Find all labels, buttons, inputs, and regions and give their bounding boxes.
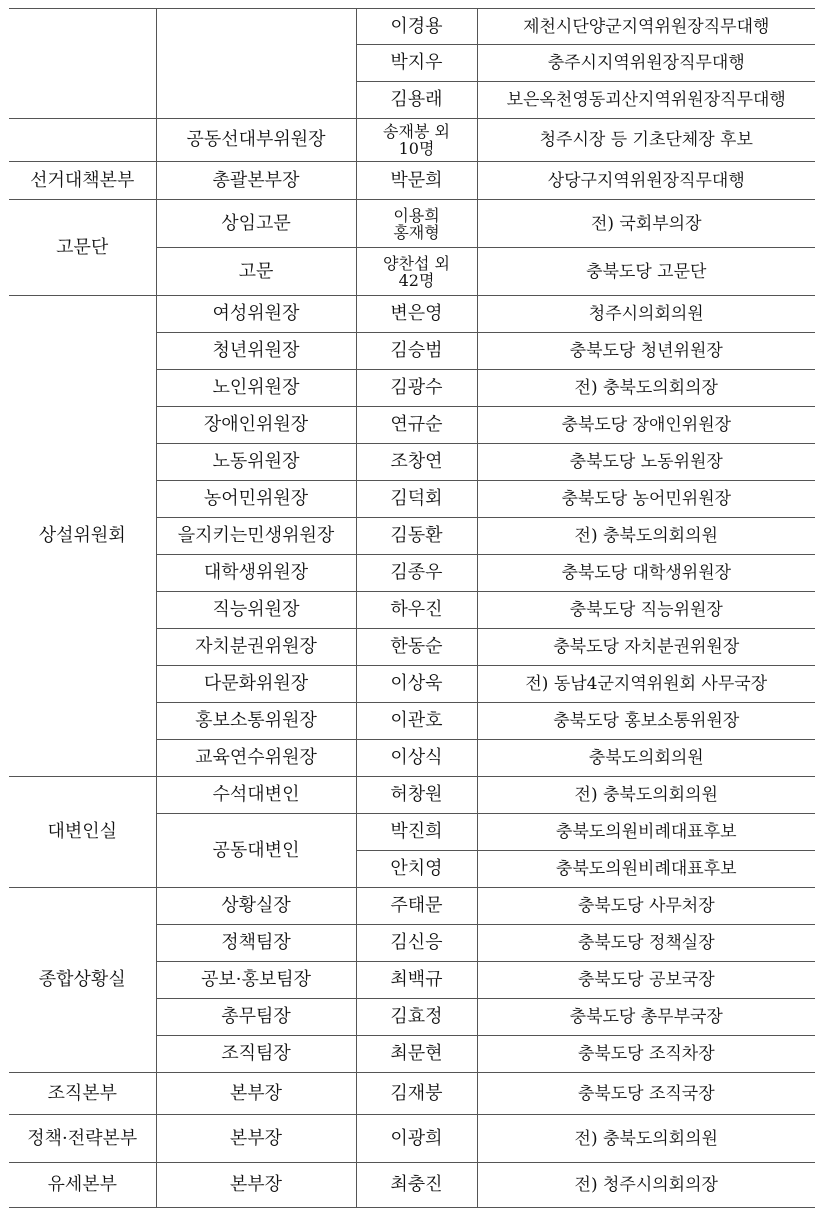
- division-cell: [9, 119, 156, 162]
- position-cell: 노인위원장: [156, 370, 356, 407]
- note-cell: 충북도당 정책실장: [477, 925, 815, 962]
- note-cell: 충북도의원비례대표후보: [477, 851, 815, 888]
- note-cell: 충북도당 대학생위원장: [477, 555, 815, 592]
- name-cell: 최충진: [356, 1163, 477, 1208]
- position-cell: 농어민위원장: [156, 481, 356, 518]
- note-cell: 충북도당 자치분권위원장: [477, 629, 815, 666]
- name-cell: 변은영: [356, 296, 477, 333]
- position-cell: 공동대변인: [156, 814, 356, 888]
- note-cell: 전) 충북도의회의장: [477, 370, 815, 407]
- table-row: [9, 162, 815, 200]
- note-cell: 충북도당 홍보소통위원장: [477, 703, 815, 740]
- note-cell: 보은옥천영동괴산지역위원장직무대행: [477, 82, 815, 119]
- note-cell: 제천시단양군지역위원장직무대행: [477, 9, 815, 45]
- note-cell: 청주시장 등 기초단체장 후보: [477, 119, 815, 162]
- name-cell: 김승범: [356, 333, 477, 370]
- name-cell: 최백규: [356, 962, 477, 999]
- table-row: [9, 200, 815, 248]
- note-cell: 충북도당 장애인위원장: [477, 407, 815, 444]
- note-cell: 전) 국회부의장: [477, 200, 815, 248]
- name-cell: 주태문: [356, 888, 477, 925]
- name-cell: 박진희: [356, 814, 477, 851]
- name-cell: 김신응: [356, 925, 477, 962]
- division-cell: 고문단: [9, 200, 156, 296]
- note-cell: 충북도당 직능위원장: [477, 592, 815, 629]
- division-cell: 조직본부: [9, 1073, 156, 1115]
- name-cell: 최문현: [356, 1036, 477, 1073]
- note-cell: 충북도당 노동위원장: [477, 444, 815, 481]
- note-cell: 전) 충북도의회의원: [477, 518, 815, 555]
- name-line: 송재봉 외 10명: [383, 122, 450, 158]
- note-cell: 충북도당 고문단: [477, 248, 815, 296]
- name-cell: 이상욱: [356, 666, 477, 703]
- position-cell: 본부장: [156, 1163, 356, 1208]
- name-cell: 연규순: [356, 407, 477, 444]
- note-cell: 청주시의회의원: [477, 296, 815, 333]
- name-cell: [356, 119, 477, 162]
- note-cell: 충북도당 공보국장: [477, 962, 815, 999]
- position-cell: 노동위원장: [156, 444, 356, 481]
- division-cell: 선거대책본부: [9, 162, 156, 200]
- division-cell: 대변인실: [9, 777, 156, 888]
- note-cell: 충북도당 조직차장: [477, 1036, 815, 1073]
- division-cell: 정책·전략본부: [9, 1115, 156, 1163]
- table-row: [9, 296, 815, 333]
- position-cell: 상황실장: [156, 888, 356, 925]
- note-cell: 상당구지역위원장직무대행: [477, 162, 815, 200]
- position-cell: 공보·홍보팀장: [156, 962, 356, 999]
- name-cell: 김재붕: [356, 1073, 477, 1115]
- table-row: [9, 1073, 815, 1115]
- name-cell: 이경용: [356, 9, 477, 45]
- name-cell: 김효정: [356, 999, 477, 1036]
- note-cell: 충북도당 조직국장: [477, 1073, 815, 1115]
- position-cell: 교육연수위원장: [156, 740, 356, 777]
- position-cell: 총무팀장: [156, 999, 356, 1036]
- name-cell: 허창원: [356, 777, 477, 814]
- note-cell: 충북도당 총무부국장: [477, 999, 815, 1036]
- note-cell: 충북도당 농어민위원장: [477, 481, 815, 518]
- table-row: [9, 9, 815, 45]
- name-line: 이용희 홍재형: [393, 205, 440, 242]
- position-cell: 직능위원장: [156, 592, 356, 629]
- position-cell: 본부장: [156, 1115, 356, 1163]
- note-cell: 충북도당 청년위원장: [477, 333, 815, 370]
- name-cell: 김광수: [356, 370, 477, 407]
- name-cell: 김용래: [356, 82, 477, 119]
- position-cell: 조직팀장: [156, 1036, 356, 1073]
- name-cell: 조창연: [356, 444, 477, 481]
- position-cell: 장애인위원장: [156, 407, 356, 444]
- name-cell: 이광희: [356, 1115, 477, 1163]
- position-cell: 고문: [156, 248, 356, 296]
- name-cell: 이상식: [356, 740, 477, 777]
- note-cell: 전) 충북도의회의원: [477, 777, 815, 814]
- name-cell: [356, 248, 477, 296]
- name-cell: 한동순: [356, 629, 477, 666]
- name-cell: 박지우: [356, 45, 477, 82]
- name-cell: 김종우: [356, 555, 477, 592]
- position-cell: 수석대변인: [156, 777, 356, 814]
- table-row: [9, 119, 815, 162]
- division-cell: 상설위원회: [9, 296, 156, 777]
- name-cell: [356, 200, 477, 248]
- name-cell: 김동환: [356, 518, 477, 555]
- note-cell: 전) 충북도의회의원: [477, 1115, 815, 1163]
- division-cell: 유세본부: [9, 1163, 156, 1208]
- name-cell: 하우진: [356, 592, 477, 629]
- division-cell: 종합상황실: [9, 888, 156, 1073]
- note-cell: 충북도의원비례대표후보: [477, 814, 815, 851]
- name-cell: 김덕회: [356, 481, 477, 518]
- position-cell: 대학생위원장: [156, 555, 356, 592]
- position-cell: 홍보소통위원장: [156, 703, 356, 740]
- table-row: [9, 777, 815, 814]
- note-cell: 전) 동남4군지역위원회 사무국장: [477, 666, 815, 703]
- note-cell: 충북도당 사무처장: [477, 888, 815, 925]
- table-row: [9, 1115, 815, 1163]
- organization-table: [9, 8, 815, 1208]
- name-line: 양찬섭 외 42명: [383, 253, 450, 290]
- note-cell: 충주시지역위원장직무대행: [477, 45, 815, 82]
- position-cell: 본부장: [156, 1073, 356, 1115]
- position-cell: 여성위원장: [156, 296, 356, 333]
- position-cell: 청년위원장: [156, 333, 356, 370]
- position-cell: 자치분권위원장: [156, 629, 356, 666]
- name-cell: 이관호: [356, 703, 477, 740]
- name-cell: 안치영: [356, 851, 477, 888]
- table-row: [9, 1163, 815, 1208]
- position-cell: [156, 9, 356, 119]
- note-cell: 전) 청주시의회의장: [477, 1163, 815, 1208]
- note-cell: 충북도의회의원: [477, 740, 815, 777]
- position-cell: 을지키는민생위원장: [156, 518, 356, 555]
- position-cell: 정책팀장: [156, 925, 356, 962]
- position-cell: 상임고문: [156, 200, 356, 248]
- division-cell: [9, 9, 156, 119]
- name-cell: 박문희: [356, 162, 477, 200]
- position-cell: 공동선대부위원장: [156, 119, 356, 162]
- position-cell: 다문화위원장: [156, 666, 356, 703]
- position-cell: 총괄본부장: [156, 162, 356, 200]
- table-row: [9, 888, 815, 925]
